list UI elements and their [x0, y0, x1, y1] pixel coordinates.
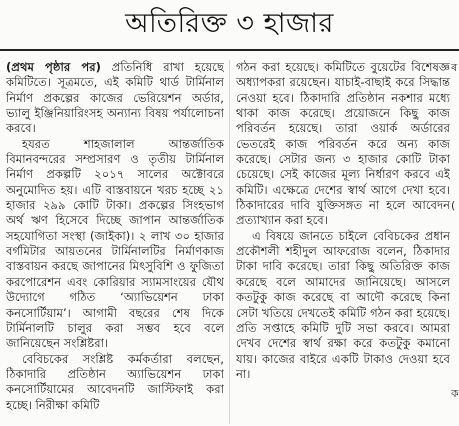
left-paragraph-1-text: প্রতিনিধি রাখা হয়েছে কমিটিতে। সূত্রমতে, এই কমিটি থার্ড টার্মিনাল নির্মাণ প্রকল্পের কাজের ভেরিয়েশন অর্ডার, ভ্যালু ইঞ্জিনিয়ারিংসহ অন্যান্য বিষয় পর্যালোচনা করবে। [6, 60, 224, 136]
adjacent-article-edge-middle: ( [451, 200, 456, 212]
headline: অতিরিক্ত ৩ হাজার [125, 8, 334, 39]
headline-rule [0, 49, 459, 51]
right-paragraph-1: গঠন করা হয়েছে। কমিটিতে বুয়েটের বিশেষজ্ঞ অধ্যাপকরা রয়েছেন। যাচাই-বাছাই করে সিদ্ধান্ত নেওয়া হবে। ঠিকাদারি প্রতিষ্ঠান নকশার মধ্যে থাকা কাজ করেছে। প্রয়োজনে কিছু কাজ পরিবর্তন হয়েছে। তারা ওয়ার্ক অর্ডারের ভেতরেই কাজ পরিবর্তন করে অন্য কাজ করেছে। সেটার জন্য ৩ হাজার কোটি টাকা চেয়েছে। সেই কাজের মূল্য নির্ধারণ করবে এই কমিটি। এক্ষেত্রে দেশের স্বার্থ আগে দেখা হবে। ঠিকাদারের দাবি যুক্তিসঙ্গত না হলে আবেদন প্রত্যাখ্যান করা হবে। [236, 60, 450, 228]
right-paragraph-2: এ বিষয়ে জানতে চাইলে বেবিচকের প্রধান প্রকৌশলী শহীদুল আফরোজ বলেন, ঠিকাদার টাকা দাবি করেছে। তারা কিছু অতিরিক্ত কাজ করেছে বলে আমাদের জানিয়েছে। আসলে কতটুকু কাজ করেছে বা আদৌ করেছে কিনা সেটা খতিয়ে দেখতেই কমিটি গঠন করা হয়েছে। প্রতি সপ্তাহে কমিটি দুটি সভা করবে। আমরা দেখব দেশের স্বার্থ রক্ষা করে কতটুকু কমানো যায়। কাজের বাইরে একটি টাকাও দেওয়া হবে না। [236, 228, 450, 381]
left-paragraph-2: হযরত শাহজালাল আন্তর্জাতিক বিমানবন্দরের সম্প্রসারণ ও তৃতীয় টার্মিনাল নির্মাণ প্রকল্পটি ২০১৭ সালের অক্টোবরে অনুমোদিত হয়। এটি বাস্তবায়নে খরচ হচ্ছে ২১ হাজার ২৯৯ কোটি টাকা। প্রকল্পের সিংহভাগ অর্থ ঋণ হিসেবে দিচ্ছে জাপান আন্তর্জাতিক সহযোগিতা সংস্থা (জাইকা)। ২ লাখ ৩০ হাজার বর্গমিটার আয়তনের টার্মিনালটির নির্মাণকাজ বাস্তবায়ন করছে জাপানের মিৎসুবিশি ও ফুজিতা করপোরেশন এবং কোরিয়ার স্যামসাংয়ের যৌথ উদ্যোগে গঠিত ‘অ্যাভিয়েশন ঢাকা কনসোর্টিয়াম’। আগামী বছরের শেষ দিকে টার্মিনালটি চালুর করা সম্ভব হবে বলে জানিয়েছেন সংশ্লিষ্টরা। [6, 136, 224, 351]
column-divider [229, 60, 230, 424]
left-paragraph-3: বেবিচকের সংশ্লিষ্ট কর্মকর্তারা বলছেন, ঠিকাদারি প্রতিষ্ঠান অ্যাভিয়েশন ঢাকা কনসোর্টিয়ামের আবেদনটি জাস্টিফাই করা হচ্ছে। নিরীক্ষা কমিটি [6, 351, 224, 412]
left-paragraph-1 [6, 60, 224, 137]
adjacent-article-edge-lower: ক [451, 388, 459, 400]
right-column [236, 60, 450, 424]
left-column [6, 60, 224, 424]
continued-from-front-page-label: (প্রথম পৃষ্ঠার পর) [6, 60, 101, 74]
adjacent-article-edge-top: ৰ [451, 62, 458, 74]
